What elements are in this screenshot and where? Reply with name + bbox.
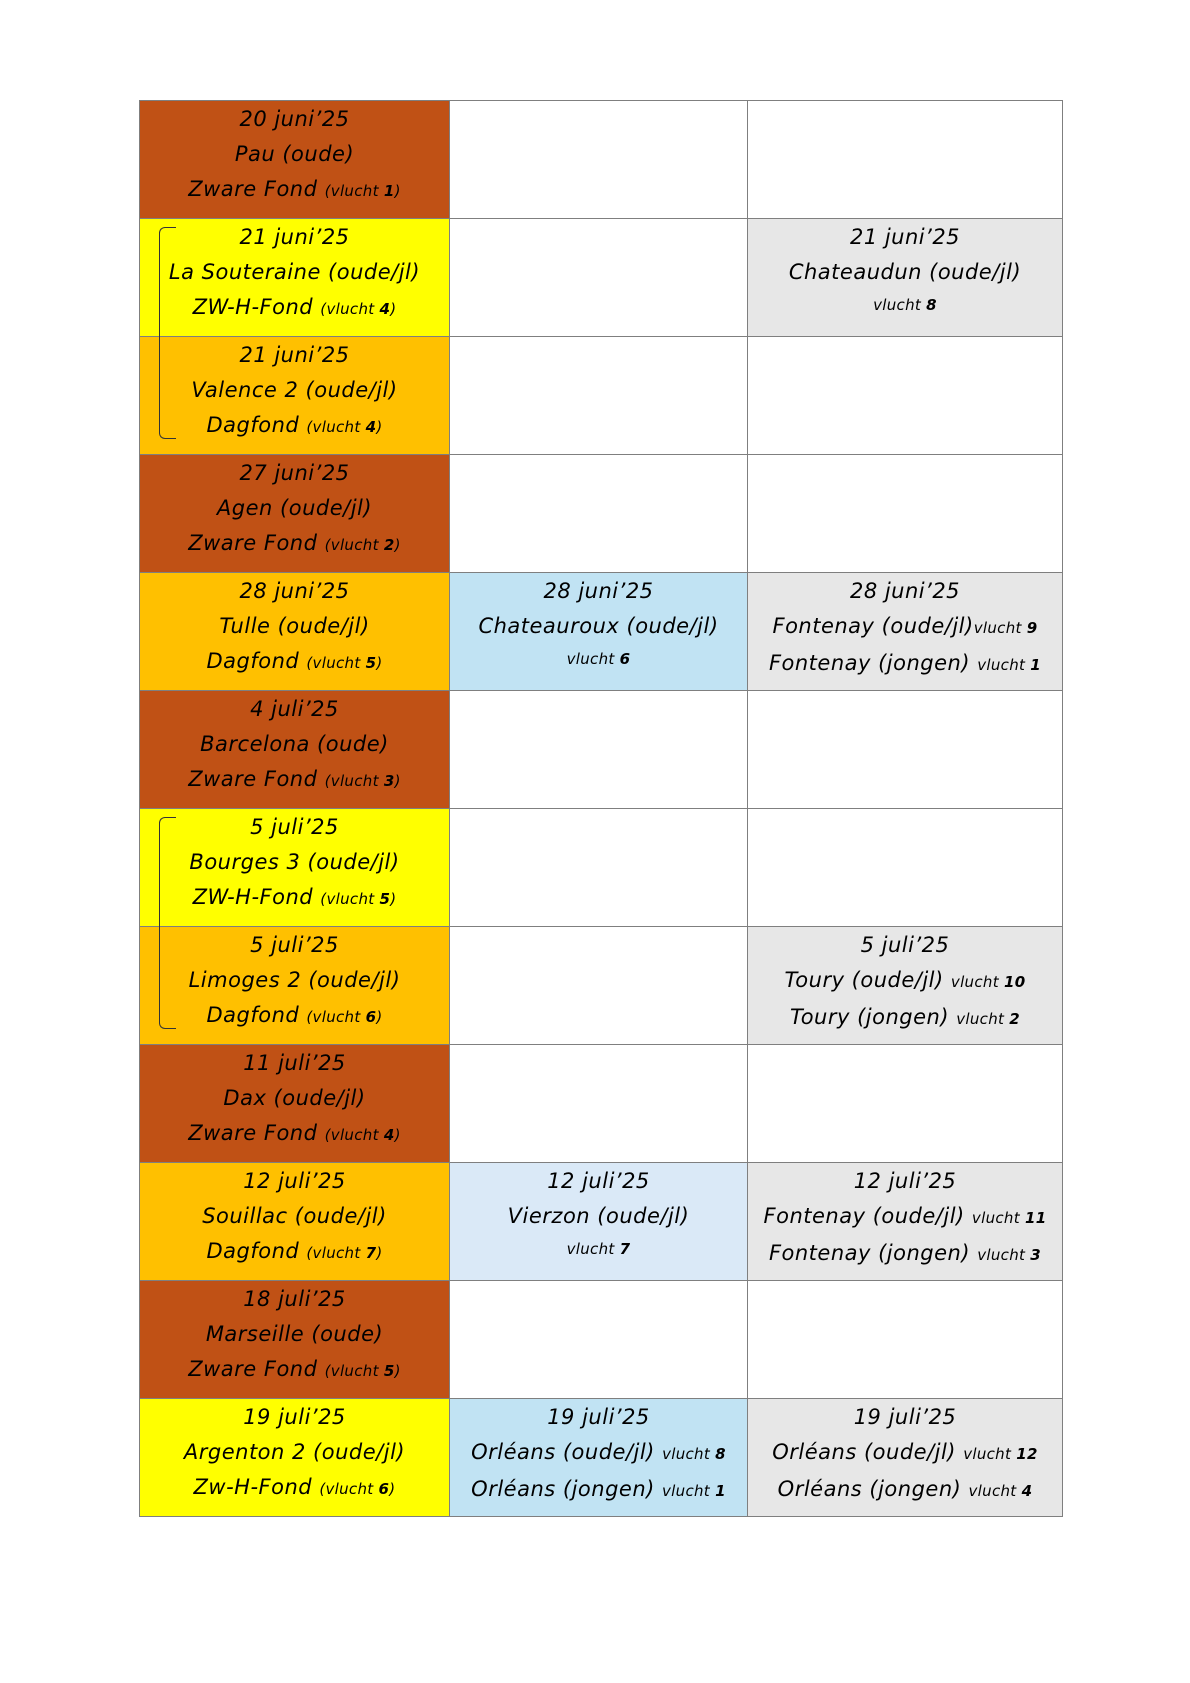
flight-number: 3 xyxy=(1030,1246,1042,1264)
third-race-cell xyxy=(748,101,1063,219)
third-race-cell xyxy=(748,691,1063,809)
flight-number: 6 xyxy=(619,650,631,668)
flight-info xyxy=(873,296,937,314)
second-race-cell xyxy=(450,573,748,691)
race-date: 19 juli’25 xyxy=(243,1405,346,1429)
flight-number: 3 xyxy=(383,772,395,790)
third-race-cell xyxy=(748,1163,1063,1281)
race-date: 19 juli’25 xyxy=(547,1405,650,1429)
second-race-cell xyxy=(450,337,748,455)
main-race-cell xyxy=(140,101,450,219)
flight-label: vlucht xyxy=(956,1010,1010,1028)
race-place: Chateauroux (oude/jl) xyxy=(478,614,719,638)
main-race-cell xyxy=(140,1045,450,1163)
flight-label: vlucht xyxy=(971,1209,1025,1227)
flight-number: 9 xyxy=(1026,619,1038,637)
flight-number: 7 xyxy=(619,1240,631,1258)
schedule-row xyxy=(140,1399,1063,1517)
race-type-line xyxy=(140,526,449,563)
third-race-cell xyxy=(748,455,1063,573)
flight-info xyxy=(963,1445,1038,1463)
race-type: Zware Fond xyxy=(188,767,318,791)
race-place: Orléans (jongen) xyxy=(777,1477,969,1501)
flight-label: (vlucht xyxy=(306,654,366,672)
race-date: 12 juli’25 xyxy=(547,1169,650,1193)
flight-close: ) xyxy=(394,182,401,200)
schedule-row xyxy=(140,691,1063,809)
flight-number: 6 xyxy=(365,1008,377,1026)
race-place: Tulle (oude/jl) xyxy=(219,614,370,638)
flight-label: vlucht xyxy=(950,973,1004,991)
race-place: Fontenay (jongen) xyxy=(768,1241,978,1265)
main-race-cell xyxy=(140,1163,450,1281)
race-type: Zware Fond xyxy=(188,177,318,201)
flight-info xyxy=(319,1480,395,1498)
race-type-line xyxy=(140,880,449,917)
race-type: Zware Fond xyxy=(188,531,318,555)
flight-info xyxy=(325,1126,401,1144)
race-type-line xyxy=(140,1116,449,1153)
flight-number: 12 xyxy=(1016,1445,1038,1463)
race-place: Marseille (oude) xyxy=(205,1322,384,1346)
schedule-row xyxy=(140,455,1063,573)
third-race-cell xyxy=(748,219,1063,337)
flight-label: vlucht xyxy=(977,1246,1031,1264)
flight-number: 5 xyxy=(365,654,377,672)
race-place: Agen (oude/jl) xyxy=(216,496,373,520)
flight-info xyxy=(662,1482,726,1500)
main-race-cell xyxy=(140,455,450,573)
flight-close: ) xyxy=(394,1362,401,1380)
race-date: 21 juni’25 xyxy=(849,225,961,249)
race-date: 27 juni’25 xyxy=(239,461,350,485)
flight-number: 2 xyxy=(1009,1010,1021,1028)
race-date: 4 juli’25 xyxy=(250,697,339,721)
flight-close: ) xyxy=(394,772,401,790)
race-type: Zware Fond xyxy=(188,1357,318,1381)
flight-info xyxy=(977,1246,1041,1264)
flight-close: ) xyxy=(394,536,401,554)
schedule-row xyxy=(140,573,1063,691)
flight-label: (vlucht xyxy=(306,418,366,436)
race-place: Orléans (oude/jl) xyxy=(471,1440,663,1464)
race-date: 5 juli’25 xyxy=(860,933,950,957)
main-race-cell xyxy=(140,573,450,691)
second-race-cell xyxy=(450,809,748,927)
main-race-cell xyxy=(140,809,450,927)
race-date: 11 juli’25 xyxy=(243,1051,346,1075)
flight-info xyxy=(662,1445,726,1463)
third-race-cell xyxy=(748,1281,1063,1399)
race-date: 12 juli’25 xyxy=(243,1169,346,1193)
race-line-2 xyxy=(748,290,1062,320)
flight-info xyxy=(969,1482,1033,1500)
race-date: 12 juli’25 xyxy=(853,1169,957,1193)
flight-label: (vlucht xyxy=(324,1126,384,1144)
race-date: 19 juli’25 xyxy=(853,1405,957,1429)
main-race-cell xyxy=(140,1399,450,1517)
flight-label: vlucht xyxy=(977,656,1031,674)
race-type: Zw-H-Fond xyxy=(193,1475,313,1499)
third-race-cell xyxy=(748,809,1063,927)
flight-info xyxy=(325,1362,401,1380)
race-type: ZW-H-Fond xyxy=(192,295,314,319)
flight-close: ) xyxy=(390,890,397,908)
flight-number: 7 xyxy=(365,1244,377,1262)
race-type-line xyxy=(140,172,449,209)
race-line-2 xyxy=(450,1472,747,1509)
schedule-row xyxy=(140,101,1063,219)
race-place: Fontenay (jongen) xyxy=(768,651,978,675)
schedule-row xyxy=(140,1045,1063,1163)
flight-label: (vlucht xyxy=(306,1244,366,1262)
race-place: Orléans (jongen) xyxy=(471,1477,662,1501)
schedule-row xyxy=(140,1281,1063,1399)
race-type: Zware Fond xyxy=(188,1121,318,1145)
race-place: Fontenay (oude/jl) xyxy=(772,614,974,638)
third-race-cell xyxy=(748,927,1063,1045)
flight-info xyxy=(320,890,396,908)
race-place: Souillac (oude/jl) xyxy=(202,1204,387,1228)
flight-info xyxy=(306,654,382,672)
third-race-cell xyxy=(748,1045,1063,1163)
race-type-line xyxy=(140,644,449,681)
schedule-row xyxy=(140,337,1063,455)
schedule-row xyxy=(140,1163,1063,1281)
race-type: Dagfond xyxy=(206,1239,300,1263)
main-race-cell xyxy=(140,691,450,809)
race-date: 28 juni’25 xyxy=(239,579,350,603)
race-line-2 xyxy=(748,1236,1062,1273)
race-type-line xyxy=(140,762,449,799)
second-race-cell xyxy=(450,927,748,1045)
flight-number: 5 xyxy=(379,890,391,908)
flight-info xyxy=(956,1010,1020,1028)
second-race-cell xyxy=(450,1399,748,1517)
flight-info xyxy=(306,418,382,436)
flight-close: ) xyxy=(376,1008,383,1026)
race-place: Fontenay (oude/jl) xyxy=(763,1204,972,1228)
third-race-cell xyxy=(748,1399,1063,1517)
flight-number: 5 xyxy=(383,1362,395,1380)
schedule-row xyxy=(140,219,1063,337)
race-place: Bourges 3 (oude/jl) xyxy=(189,850,400,874)
flight-label: vlucht xyxy=(963,1445,1017,1463)
flight-info xyxy=(977,656,1041,674)
main-race-cell xyxy=(140,927,450,1045)
race-place: Barcelona (oude) xyxy=(200,732,389,756)
race-place: Chateaudun (oude/jl) xyxy=(788,260,1022,284)
flight-label: (vlucht xyxy=(306,1008,366,1026)
flight-info xyxy=(974,619,1038,637)
flight-close: ) xyxy=(376,1244,383,1262)
race-date: 28 juni’25 xyxy=(543,579,654,603)
race-type-line xyxy=(140,290,449,327)
third-race-cell xyxy=(748,573,1063,691)
pair-bracket xyxy=(159,817,176,1029)
race-line-2 xyxy=(748,1472,1062,1509)
flight-label: vlucht xyxy=(968,1482,1022,1500)
race-type-line xyxy=(140,408,449,445)
race-type: ZW-H-Fond xyxy=(192,885,314,909)
race-date: 28 juni’25 xyxy=(849,579,961,603)
race-type-line xyxy=(140,1470,449,1507)
flight-label: (vlucht xyxy=(320,300,380,318)
flight-number: 8 xyxy=(715,1445,726,1463)
main-race-cell xyxy=(140,1281,450,1399)
race-type-line xyxy=(140,998,449,1035)
flight-label: vlucht xyxy=(973,619,1027,637)
race-place: Argenton 2 (oude/jl) xyxy=(183,1440,406,1464)
schedule-row xyxy=(140,927,1063,1045)
flight-number: 8 xyxy=(926,296,937,314)
second-race-cell xyxy=(450,1045,748,1163)
flight-close: ) xyxy=(390,300,397,318)
race-line-1 xyxy=(748,1199,1062,1236)
race-place: Pau (oude) xyxy=(234,142,355,166)
flight-close: ) xyxy=(376,418,383,436)
race-date: 5 juli’25 xyxy=(250,815,339,839)
race-date: 21 juni’25 xyxy=(239,343,350,367)
main-race-cell xyxy=(140,219,450,337)
flight-label: (vlucht xyxy=(320,890,380,908)
flight-number: 4 xyxy=(383,1126,395,1144)
second-race-cell xyxy=(450,1163,748,1281)
flight-close: ) xyxy=(376,654,383,672)
race-line-1 xyxy=(450,609,747,644)
flight-number: 1 xyxy=(1030,656,1042,674)
race-type: Dagfond xyxy=(206,649,300,673)
flight-number: 4 xyxy=(365,418,377,436)
second-race-cell xyxy=(450,101,748,219)
race-type: Dagfond xyxy=(206,413,300,437)
race-date: 5 juli’25 xyxy=(250,933,339,957)
main-race-cell xyxy=(140,337,450,455)
flight-close: ) xyxy=(389,1480,396,1498)
flight-number: 11 xyxy=(1024,1209,1047,1227)
race-place: Toury (jongen) xyxy=(789,1005,957,1029)
flight-number: 6 xyxy=(378,1480,390,1498)
second-race-cell xyxy=(450,1281,748,1399)
race-date: 21 juni’25 xyxy=(239,225,350,249)
race-place: Toury (oude/jl) xyxy=(784,968,951,992)
third-race-cell xyxy=(748,337,1063,455)
race-line-2 xyxy=(450,1234,747,1264)
flight-label: (vlucht xyxy=(324,1362,384,1380)
flight-info xyxy=(325,182,401,200)
flight-info xyxy=(972,1209,1047,1227)
race-date: 20 juni’25 xyxy=(239,107,350,131)
second-race-cell xyxy=(450,219,748,337)
race-schedule-table xyxy=(139,100,1063,1517)
race-line-1 xyxy=(748,1435,1062,1472)
flight-number: 4 xyxy=(1021,1482,1033,1500)
flight-info xyxy=(951,973,1026,991)
flight-number: 1 xyxy=(715,1482,726,1500)
race-type-line xyxy=(140,1352,449,1389)
flight-label: vlucht xyxy=(566,1240,620,1258)
race-type-line xyxy=(140,1234,449,1271)
race-place: Limoges 2 (oude/jl) xyxy=(188,968,401,992)
race-line-2 xyxy=(748,1000,1062,1037)
flight-info xyxy=(567,650,631,668)
flight-label: vlucht xyxy=(873,296,927,314)
flight-close: ) xyxy=(394,1126,401,1144)
race-line-2 xyxy=(450,644,747,674)
flight-info xyxy=(325,772,401,790)
race-place: Orléans (oude/jl) xyxy=(772,1440,964,1464)
flight-label: vlucht xyxy=(662,1482,716,1500)
race-line-1 xyxy=(450,1199,747,1234)
race-date: 18 juli’25 xyxy=(243,1287,346,1311)
flight-info xyxy=(325,536,401,554)
race-place: Valence 2 (oude/jl) xyxy=(191,378,398,402)
flight-label: (vlucht xyxy=(319,1480,379,1498)
race-place: Vierzon (oude/jl) xyxy=(507,1204,690,1228)
flight-label: vlucht xyxy=(662,1445,716,1463)
flight-number: 4 xyxy=(379,300,391,318)
flight-label: (vlucht xyxy=(324,182,384,200)
flight-number: 2 xyxy=(383,536,395,554)
race-line-1 xyxy=(748,609,1062,646)
schedule-row xyxy=(140,809,1063,927)
flight-label: (vlucht xyxy=(324,772,384,790)
flight-info xyxy=(320,300,396,318)
flight-number: 10 xyxy=(1003,973,1026,991)
flight-info xyxy=(567,1240,631,1258)
race-line-2 xyxy=(748,646,1062,683)
flight-label: (vlucht xyxy=(324,536,384,554)
flight-info xyxy=(306,1244,382,1262)
pair-bracket xyxy=(159,227,176,439)
flight-label: vlucht xyxy=(566,650,620,668)
race-place: La Souteraine (oude/jl) xyxy=(168,260,421,284)
flight-info xyxy=(306,1008,382,1026)
race-schedule-body xyxy=(140,101,1063,1517)
race-line-1 xyxy=(748,963,1062,1000)
race-line-1 xyxy=(748,255,1062,290)
second-race-cell xyxy=(450,455,748,573)
race-type: Dagfond xyxy=(206,1003,300,1027)
second-race-cell xyxy=(450,691,748,809)
flight-number: 1 xyxy=(383,182,395,200)
race-line-1 xyxy=(450,1435,747,1472)
race-place: Dax (oude/jl) xyxy=(223,1086,366,1110)
